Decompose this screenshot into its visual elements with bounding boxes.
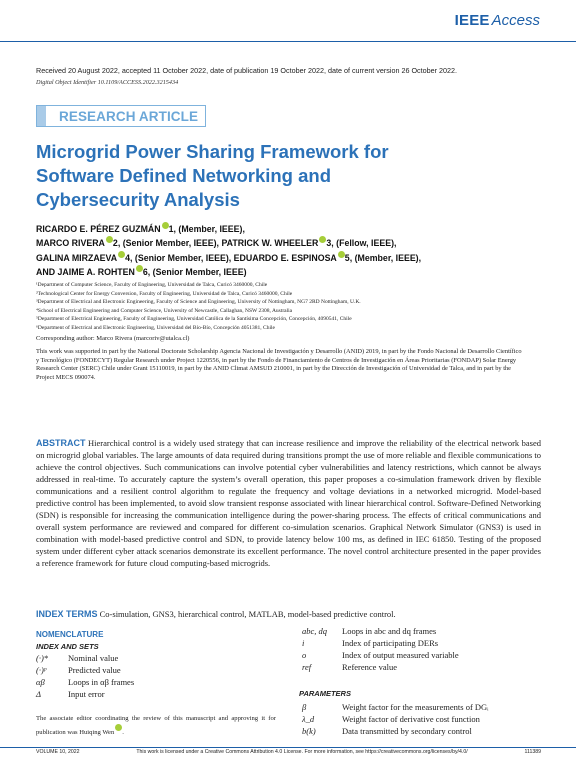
affiliation: ⁴School of Electrical Engineering and Computer Science, University of Newcastle, Callaghan, NSW 2308, Australia [36, 307, 293, 314]
volume-label: VOLUME 10, 2022 [36, 749, 80, 755]
nomenclature-symbol: (·)ᵖ [36, 665, 47, 675]
corresponding-author: Corresponding author: Marco Rivera (marcoriv@utalca.cl) [36, 335, 190, 342]
nomenclature-desc: Nominal value [68, 653, 119, 663]
nomenclature-heading: NOMENCLATURE [36, 630, 104, 639]
orcid-icon[interactable] [338, 251, 345, 258]
parameter-symbol: b(k) [302, 726, 316, 736]
orcid-icon[interactable] [162, 222, 169, 229]
funding-statement: This work was supported in part by the National Doctorate Scholarship Agencia Nacional de Investigación y Desarrollo (ANID) 2019, in part by the Fondo Nacional de Desarrollo Científico y Tecnológico (FONDECYT) Regular Research under Project 1220556, in part by the Fondo de Financiamiento de Centros de Investigación en Áreas Prioritarias (FONDAP) Solar Energy Research Center (SERC) Chile under Grant 15110019, in part by the ANID Climat AMSUD 210001, in part by the Dirección de Investigación of Universidad de Talca, and in part by the Project MECS 090074. [36, 348, 522, 381]
associate-editor-note: The associate editor coordinating the review of this manuscript and approving it for publication was Huiqing Wen . [36, 715, 276, 737]
author-list: RICARDO E. PÉREZ GUZMÁN 1, (Member, IEEE), MARCO RIVERA 2, (Senior Member, IEEE), PATRICK W. WHEELER 3, (Fellow, IEEE), GALINA MIRZAEVA 4, (Senior Member, IEEE), EDUARDO E. ESPINOSA 5, (Member, IEEE), AND JAIME A. ROHTEN 6, (Senior Member, IEEE) [36, 224, 422, 278]
parameter-desc: Data transmitted by secondary control [342, 726, 472, 736]
nomenclature-row [36, 677, 134, 687]
nomenclature-symbol: o [302, 650, 307, 660]
nomenclature-desc: Index of output measured variable [342, 650, 459, 660]
logo-access-text: Access [491, 12, 540, 29]
abstract [36, 437, 541, 570]
index-terms-label: INDEX TERMS [36, 609, 98, 619]
page-footer [36, 749, 541, 755]
nomenclature-symbol: Δ [36, 689, 41, 699]
parameter-row [302, 702, 489, 712]
nomenclature-desc: Index of participating DERs [342, 638, 439, 648]
affiliation: ⁵Department of Electrical Engineering, Faculty of Engineering, Universidad Católica de la Santísima Concepción, Concepción, 4090541, Chile [36, 316, 352, 322]
nomenclature-row [36, 665, 121, 675]
nomenclature-subheading: INDEX AND SETS [36, 642, 99, 651]
nomenclature-row [302, 638, 438, 648]
orcid-icon[interactable] [136, 265, 143, 272]
nomenclature-desc: Predicted value [68, 665, 121, 675]
nomenclature-row [302, 626, 436, 636]
nomenclature-desc: Input error [68, 689, 105, 699]
logo-ieee-text: IEEE [454, 12, 490, 29]
license-link[interactable]: This work is licensed under a Creative Commons Attribution 4.0 License. For more information, see https://creativecommons.org/licenses/by/4.0/ [136, 749, 468, 755]
affiliation: ³Department of Electrical and Electronic Engineering, Faculty of Science and Engineering, University of Nottingham, NG7 2RD Nottingham, U.K. [36, 299, 361, 305]
affiliations [36, 281, 556, 332]
nomenclature-symbol: i [302, 638, 305, 648]
parameter-symbol: λ_d [302, 714, 315, 724]
author-name: GALINA MIRZAEVA [36, 252, 118, 263]
affiliation: ²Technological Center for Energy Conversion, Faculty of Engineering, Universidad de Talca, Curicó 3460000, Chile [36, 290, 293, 297]
page-number: 111389 [524, 749, 541, 755]
nomenclature-row [36, 689, 105, 699]
paper-title: Microgrid Power Sharing Framework for Software Defined Networking and Cybersecurity Analysis [36, 141, 389, 210]
doi-line: Digital Object Identifier 10.1109/ACCESS.2022.3215434 [36, 79, 179, 86]
parameter-row [302, 726, 472, 736]
ieee-access-logo [455, 12, 540, 29]
nomenclature-desc: Loops in αβ frames [68, 677, 135, 687]
footer-rule [0, 747, 576, 748]
nomenclature-row [302, 662, 397, 672]
nomenclature-symbol: abc, dq [302, 626, 328, 636]
nomenclature-row [36, 653, 118, 663]
nomenclature-desc: Reference value [342, 662, 397, 672]
author-name: RICARDO E. PÉREZ GUZMÁN [36, 224, 161, 234]
author-name: MARCO RIVERA [36, 238, 105, 249]
author-name: AND JAIME A. ROHTEN [36, 267, 135, 278]
orcid-icon[interactable] [106, 236, 113, 243]
index-terms [36, 609, 541, 619]
index-terms-text: Co-simulation, GNS3, hierarchical control, MATLAB, model-based predictive control. [99, 609, 396, 619]
parameters-heading: PARAMETERS [299, 689, 351, 698]
nomenclature-symbol: ref [302, 662, 312, 672]
abstract-text: Hierarchical control is a widely used strategy that can increase resilience and improve the reliability of the electrical network based on microgrid global variables. The large amounts of data required during transitions prompt the use of more reliable and flexible communications to achieve the control objectives. Such communications can involve potential cyber vulnerabilities and latency restrictions, which cannot be always addressed in real-time. To accurately capture the system’s overall operation, this paper proposes a co-simulation framework driven by flexible communications and a resilient control algorithm to regulate the frequency and voltage deviations in a networked microgrid. Model-based predictive control has been implemented, to avoid slow transient response associated with linear hierarchical control. Software-Defined Networking (SDN) is responsible for increasing the communication intelligence during the power-sharing process. The effects of critical communications and overall system performance are reviewed and compared for different co-simulation scenarios. Graphical Network Simulator (GNS3) is used in combination with model-based predictive control and SDN, to provide latency below 100 ms, as defined in IEC 61850. Testing of the proposed system under different cyber attack scenarios demonstrate its excellent performance. The novel control architecture presented in the paper provides a reference framework for future cloud computing-based microgrids. [36, 438, 541, 569]
header-rule [0, 41, 576, 42]
affiliation: ⁶Department of Electrical and Electronic Engineering, Universidad del Bío-Bío, Concepción 4051381, Chile [36, 324, 275, 331]
affiliation: ¹Department of Computer Science, Faculty of Engineering, Universidad de Talca, Curicó 3460000, Chile [36, 282, 268, 288]
article-type-label: RESEARCH ARTICLE [59, 108, 199, 124]
parameter-desc: Weight factor for the measurements of DGᵢ [342, 702, 489, 712]
abstract-label: ABSTRACT [36, 438, 86, 448]
nomenclature-desc: Loops in abc and dq frames [342, 626, 437, 636]
nomenclature-symbol: (·)* [36, 653, 49, 663]
publication-dates: Received 20 August 2022, accepted 11 October 2022, date of publication 19 October 2022, date of current version 26 October 2022. [36, 66, 458, 75]
parameter-symbol: β [302, 702, 307, 712]
nomenclature-row [302, 650, 459, 660]
nomenclature-symbol: αβ [36, 677, 45, 687]
parameter-desc: Weight factor of derivative cost function [342, 714, 480, 724]
parameter-row [302, 714, 480, 724]
article-type-badge [36, 105, 206, 127]
orcid-icon[interactable] [115, 724, 122, 731]
